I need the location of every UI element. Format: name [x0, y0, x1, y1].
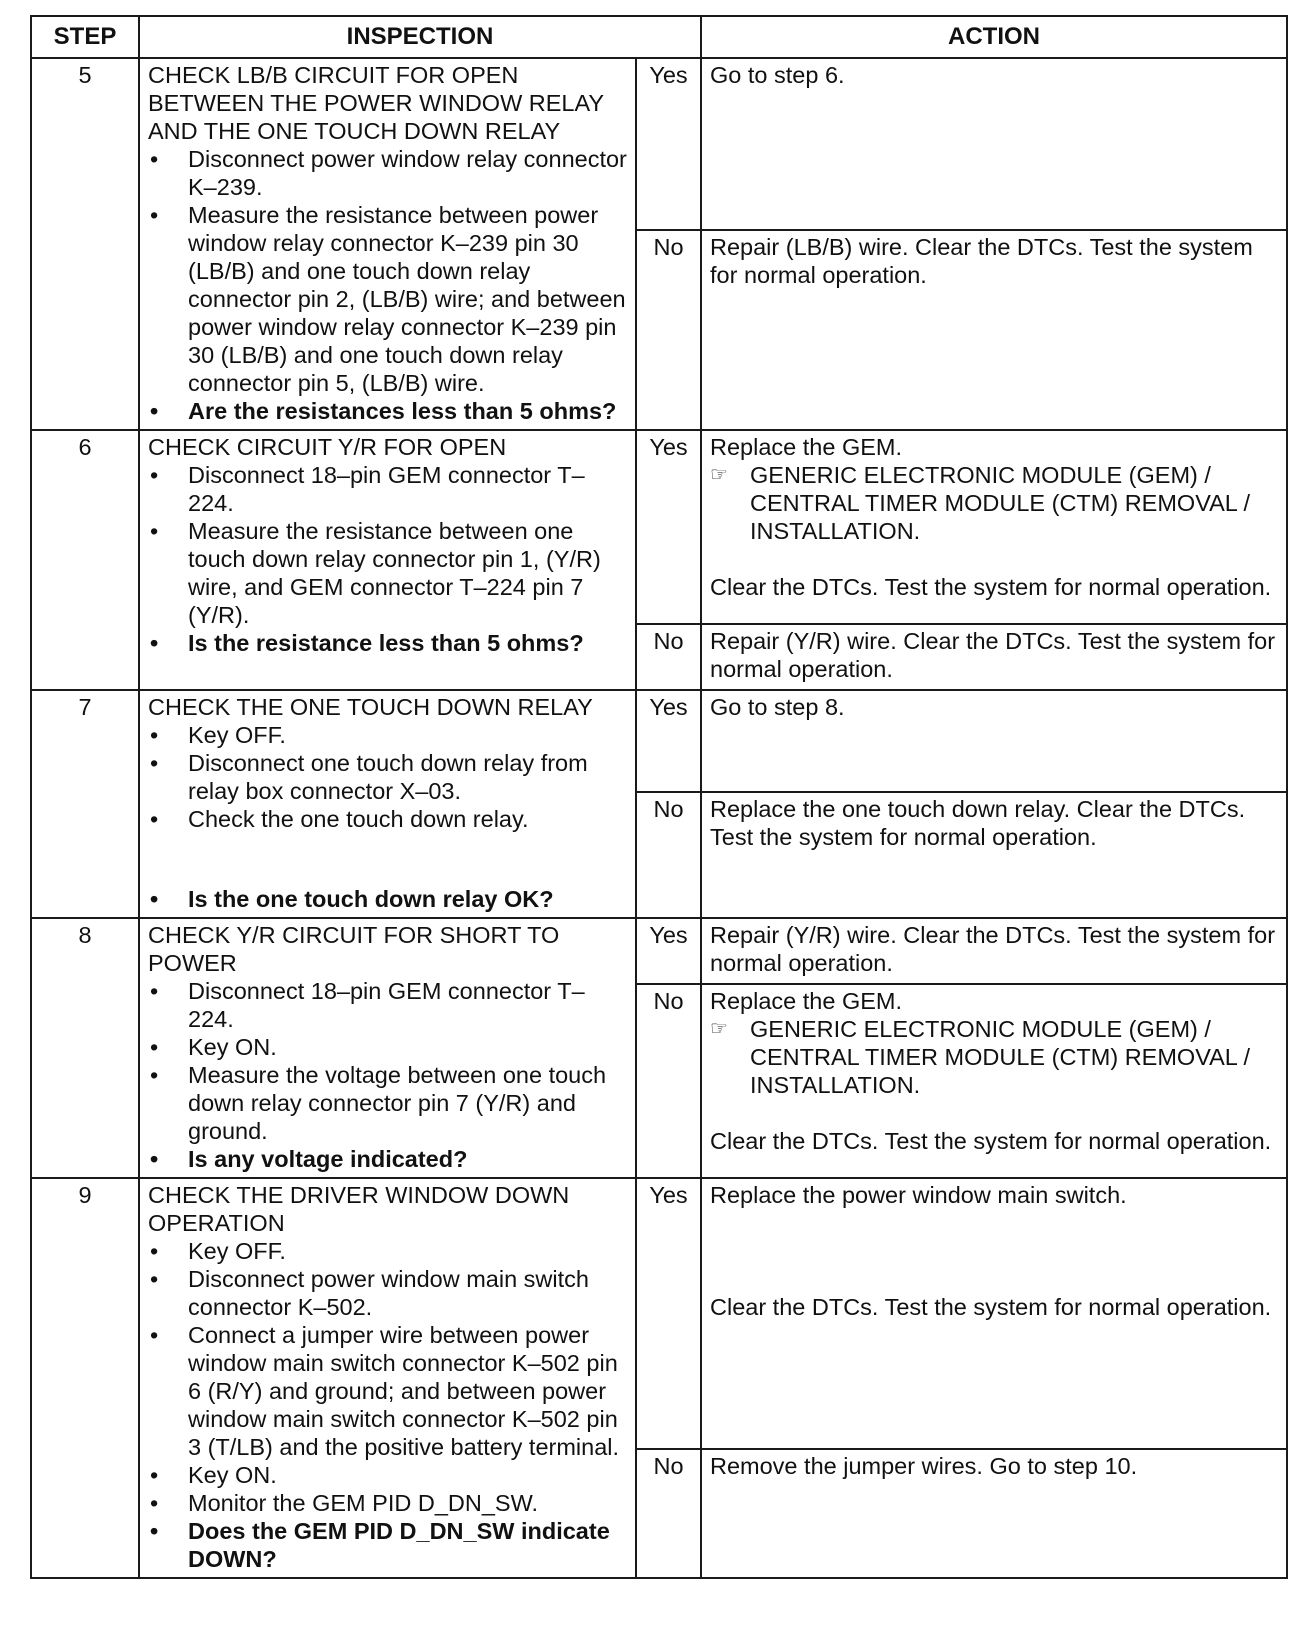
- action-text: Go to step 8.: [710, 694, 845, 720]
- instruction-item: • Measure the voltage between one touch down relay connector pin 7 (Y/R) and ground.: [148, 1061, 627, 1145]
- instruction-item: • Key ON.: [148, 1461, 627, 1489]
- instruction-list: [148, 461, 627, 657]
- inspection-question: • Does the GEM PID D_DN_SW indicate DOWN?: [148, 1517, 627, 1573]
- action-text: Replace the GEM.: [710, 434, 903, 460]
- action-text: Clear the DTCs. Test the system for normal operation.: [710, 574, 1272, 600]
- yes-label: Yes: [636, 690, 701, 792]
- diagnostic-sheet: [30, 15, 1286, 1628]
- step-row-8: [31, 918, 1287, 984]
- inspection-cell: [139, 58, 636, 430]
- header-inspection: INSPECTION: [139, 16, 701, 58]
- action-text: Clear the DTCs. Test the system for normal operation.: [710, 1128, 1272, 1154]
- reference-text: GENERIC ELECTRONIC MODULE (GEM) / CENTRAL TIMER MODULE (CTM) REMOVAL / INSTALLATION.: [750, 1016, 1251, 1098]
- yes-label: Yes: [636, 918, 701, 984]
- instruction-item: • Disconnect one touch down relay from relay box connector X–03.: [148, 749, 627, 805]
- step-number: 5: [31, 58, 139, 430]
- inspection-title: CHECK Y/R CIRCUIT FOR SHORT TO POWER: [148, 922, 560, 976]
- action-text: Replace the GEM.: [710, 988, 903, 1014]
- instruction-item: • Key ON.: [148, 1033, 627, 1061]
- manual-reference: [710, 1015, 1278, 1099]
- instruction-list: [148, 977, 627, 1173]
- step-row-5: [31, 58, 1287, 230]
- step-row-9: [31, 1178, 1287, 1449]
- instruction-item: • Disconnect power window relay connector K–239.: [148, 145, 627, 201]
- instruction-item: • Disconnect power window main switch connector K–502.: [148, 1265, 627, 1321]
- instruction-list: [148, 1237, 627, 1573]
- instruction-item: • Check the one touch down relay.: [148, 805, 627, 833]
- no-label: No: [636, 1449, 701, 1578]
- yes-label: Yes: [636, 430, 701, 624]
- yes-action: [701, 690, 1287, 792]
- instruction-item: • Measure the resistance between one touch down relay connector pin 1, (Y/R) wire, and GEM connector T–224 pin 7 (Y/R).: [148, 517, 627, 629]
- no-label: No: [636, 792, 701, 918]
- yes-action: [701, 1178, 1287, 1449]
- action-text: Remove the jumper wires. Go to step 10.: [710, 1452, 1138, 1479]
- instruction-list: [148, 145, 627, 425]
- yes-label: Yes: [636, 1178, 701, 1449]
- inspection-title: CHECK THE DRIVER WINDOW DOWN OPERATION: [148, 1182, 570, 1236]
- instruction-item: • Key OFF.: [148, 721, 627, 749]
- step-number: 6: [31, 430, 139, 690]
- instruction-item: • Measure the resistance between power window relay connector K–239 pin 30 (LB/B) and one touch down relay connector pin 2, (LB/B) wire; and between power window relay connector K–239 pin 30 (LB/B) and one touch down relay connector pin 5, (LB/B) wire.: [148, 201, 627, 397]
- no-action: [701, 230, 1287, 430]
- yes-action: [701, 430, 1287, 624]
- no-action: [701, 624, 1287, 690]
- pointing-hand-icon: ☞: [710, 1018, 728, 1040]
- header-row: [31, 16, 1287, 58]
- inspection-question: • Is the one touch down relay OK?: [148, 885, 627, 913]
- action-text: Replace the one touch down relay. Clear the DTCs. Test the system for normal operation.: [710, 795, 1246, 850]
- header-step: STEP: [31, 16, 139, 58]
- no-action: [701, 792, 1287, 918]
- header-action: ACTION: [701, 16, 1287, 58]
- no-label: No: [636, 230, 701, 430]
- no-action: [701, 984, 1287, 1178]
- diagnostic-table: [30, 15, 1288, 1579]
- instruction-item: • Connect a jumper wire between power window main switch connector K–502 pin 6 (R/Y) and ground; and between power window main switch connector K–502 pin 3 (T/LB) and the positive battery terminal.: [148, 1321, 627, 1461]
- action-text: Repair (Y/R) wire. Clear the DTCs. Test the system for normal operation.: [710, 628, 1276, 682]
- instruction-item: • Disconnect 18–pin GEM connector T–224.: [148, 977, 627, 1033]
- yes-label: Yes: [636, 58, 701, 230]
- inspection-cell: [139, 430, 636, 690]
- inspection-cell: [139, 1178, 636, 1578]
- yes-action: [701, 58, 1287, 230]
- pointing-hand-icon: ☞: [710, 464, 728, 486]
- inspection-title: CHECK THE ONE TOUCH DOWN RELAY: [148, 694, 593, 720]
- inspection-question: • Is the resistance less than 5 ohms?: [148, 629, 627, 657]
- inspection-question: • Are the resistances less than 5 ohms?: [148, 397, 627, 425]
- action-text: Go to step 6.: [710, 62, 845, 88]
- instruction-item: • Disconnect 18–pin GEM connector T–224.: [148, 461, 627, 517]
- action-text: Repair (LB/B) wire. Clear the DTCs. Test the system for normal operation.: [710, 233, 1253, 288]
- no-label: No: [636, 624, 701, 690]
- action-text: Repair (Y/R) wire. Clear the DTCs. Test the system for normal operation.: [710, 922, 1276, 976]
- inspection-cell: [139, 918, 636, 1178]
- no-label: No: [636, 984, 701, 1178]
- instruction-item: • Monitor the GEM PID D_DN_SW.: [148, 1489, 627, 1517]
- step-number: 7: [31, 690, 139, 918]
- yes-action: [701, 918, 1287, 984]
- step-row-6: [31, 430, 1287, 624]
- action-text: Clear the DTCs. Test the system for normal operation.: [710, 1294, 1272, 1320]
- step-number: 8: [31, 918, 139, 1178]
- step-row-7: [31, 690, 1287, 792]
- inspection-cell: [139, 690, 636, 918]
- action-text: Replace the power window main switch.: [710, 1182, 1127, 1208]
- instruction-item: • Key OFF.: [148, 1237, 627, 1265]
- inspection-question: • Is any voltage indicated?: [148, 1145, 627, 1173]
- manual-reference: [710, 461, 1278, 545]
- inspection-title: CHECK LB/B CIRCUIT FOR OPEN BETWEEN THE POWER WINDOW RELAY AND THE ONE TOUCH DOWN RELAY: [148, 62, 604, 144]
- step-number: 9: [31, 1178, 139, 1578]
- inspection-title: CHECK CIRCUIT Y/R FOR OPEN: [148, 434, 507, 460]
- reference-text: GENERIC ELECTRONIC MODULE (GEM) / CENTRAL TIMER MODULE (CTM) REMOVAL / INSTALLATION.: [750, 462, 1251, 544]
- instruction-list: [148, 721, 627, 913]
- no-action: [701, 1449, 1287, 1578]
